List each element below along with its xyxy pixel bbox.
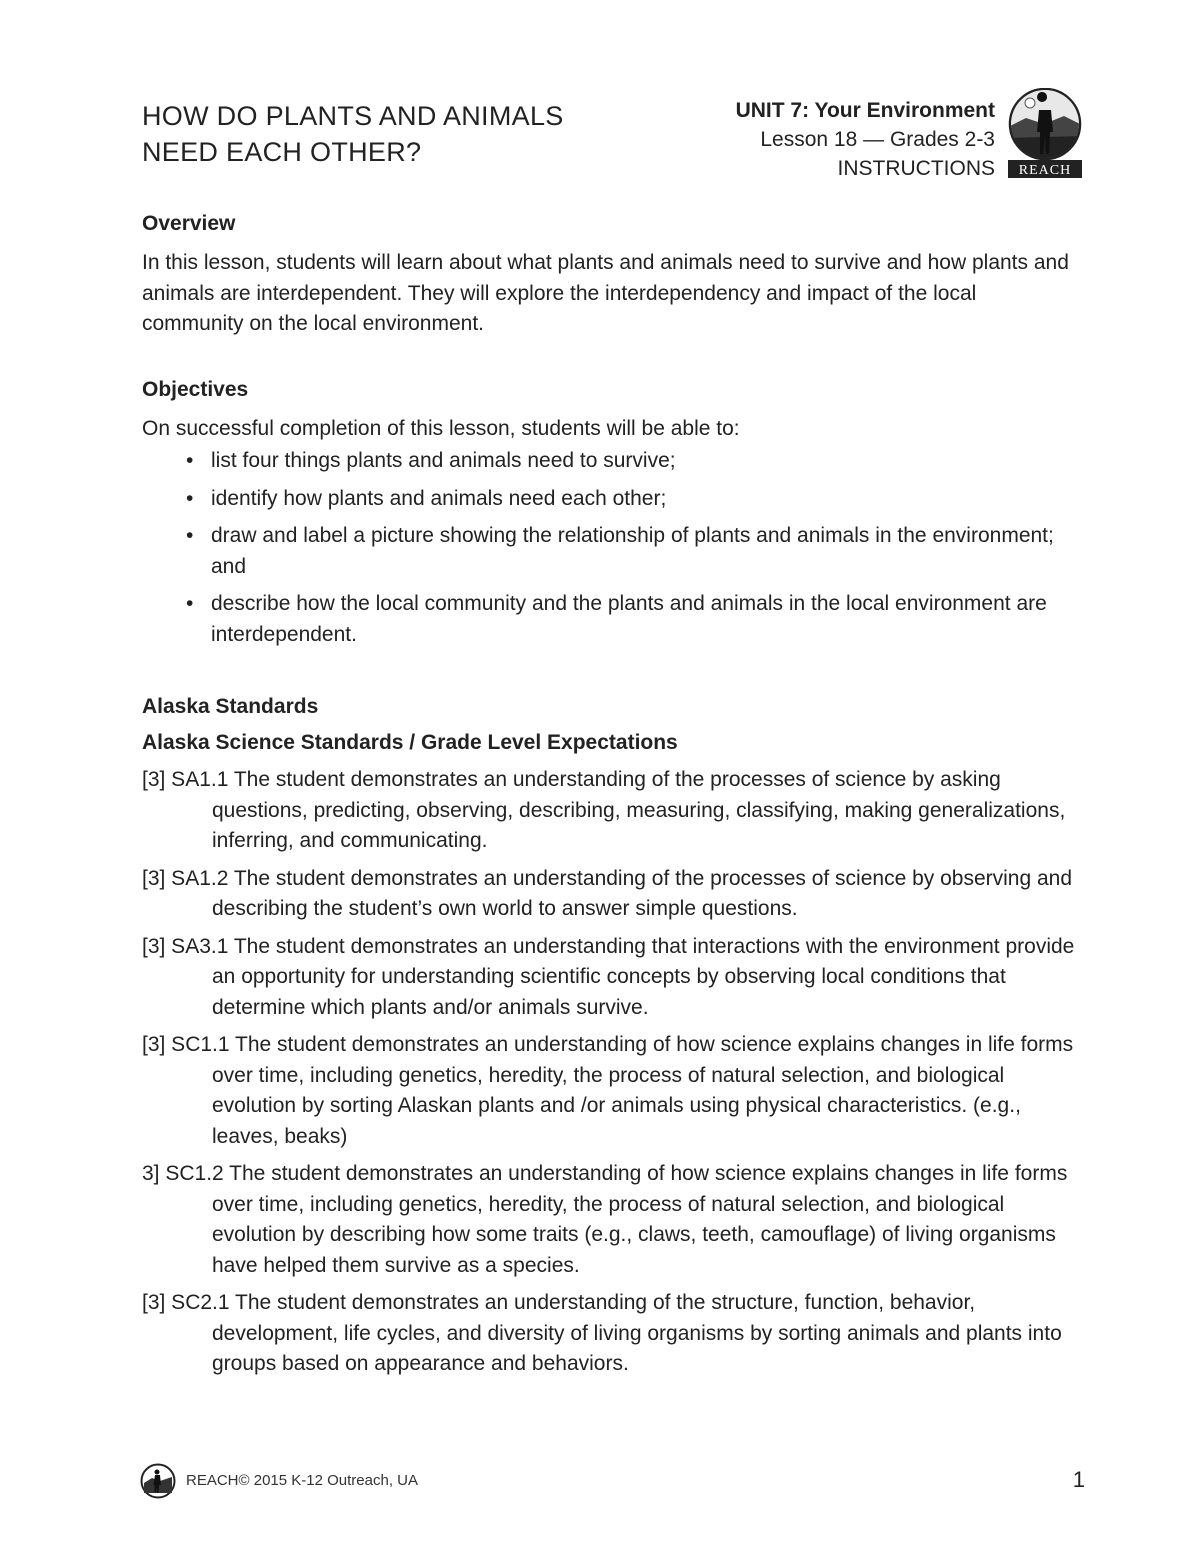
objectives-intro: On successful completion of this lesson, students will be able to:	[142, 416, 740, 440]
standard-item: [3] SA1.1 The student demonstrates an understanding of the processes of science by asking questions, predicting, observing, describing, measuring, classifying, making generalizations, inferring, and communicating.	[142, 768, 1066, 852]
logo-text: REACH	[1018, 163, 1072, 178]
overview-heading: Overview	[142, 212, 236, 235]
reach-footer-logo-icon	[140, 1463, 176, 1499]
overview-text: In this lesson, students will learn about what plants and animals need to survive and how plants and animals are interdependent. They will explore the interdependency and impact of the local community on the local environment.	[142, 251, 1069, 335]
standard-item: [3] SA3.1 The student demonstrates an understanding that interactions with the environment provide an opportunity for understanding scientific concepts by observing local conditions that determine which plants and/or animals survive.	[142, 934, 1075, 1019]
doc-type-label: INSTRUCTIONS	[837, 157, 995, 180]
overview-section	[142, 206, 1082, 340]
standards-section	[142, 689, 1082, 1380]
page-number: 1	[1072, 1467, 1085, 1492]
unit-info	[736, 96, 995, 183]
page-title	[142, 98, 564, 170]
standard-item: 3] SC1.2 The student demonstrates an understanding of how science explains changes in life forms over time, including genetics, heredity, the process of natural selection, and biological evolution by describing how some traits (e.g., claws, teeth, camouflage) of living organisms have helped them survive as a species.	[142, 1162, 1068, 1277]
main-content	[142, 206, 1082, 1387]
objectives-heading: Objectives	[142, 377, 249, 401]
objectives-list	[142, 446, 1082, 650]
lesson-label: Lesson 18 — Grades 2-3	[760, 128, 995, 151]
objective-item: • list four things plants and animals need to survive;	[186, 446, 1082, 477]
footer-copyright: REACH© 2015 K-12 Outreach, UA	[186, 1472, 418, 1489]
objective-item: • describe how the local community and the plants and animals in the local environment are interdependent.	[186, 589, 1082, 650]
standards-subheading: Alaska Science Standards / Grade Level Expectations	[142, 731, 678, 754]
objective-item: • identify how plants and animals need each other;	[186, 484, 1082, 515]
page-footer	[140, 1463, 1085, 1503]
objectives-section	[142, 372, 1082, 651]
standard-item: [3] SC1.1 The student demonstrates an understanding of how science explains changes in life forms over time, including genetics, heredity, the process of natural selection, and biological evolution by sorting Alaskan plants and /or animals using physical characteristics. (e.g., leaves, beaks)	[142, 1033, 1074, 1148]
standards-heading: Alaska Standards	[142, 695, 319, 718]
reach-logo-icon	[1006, 88, 1084, 180]
objective-item: • draw and label a picture showing the relationship of plants and animals in the environment; and	[186, 521, 1082, 582]
standard-item: [3] SA1.2 The student demonstrates an understanding of the processes of science by observing and describing the student’s own world to answer simple questions.	[142, 866, 1073, 920]
title-line-2: NEED EACH OTHER?	[142, 137, 422, 167]
unit-label: UNIT 7: Your Environment	[735, 99, 995, 122]
title-line-1: HOW DO PLANTS AND ANIMALS	[142, 101, 564, 131]
standard-item: [3] SC2.1 The student demonstrates an understanding of the structure, function, behavior, development, life cycles, and diversity of living organisms by sorting animals and plants into groups based on appearance and behaviors.	[142, 1291, 1062, 1375]
